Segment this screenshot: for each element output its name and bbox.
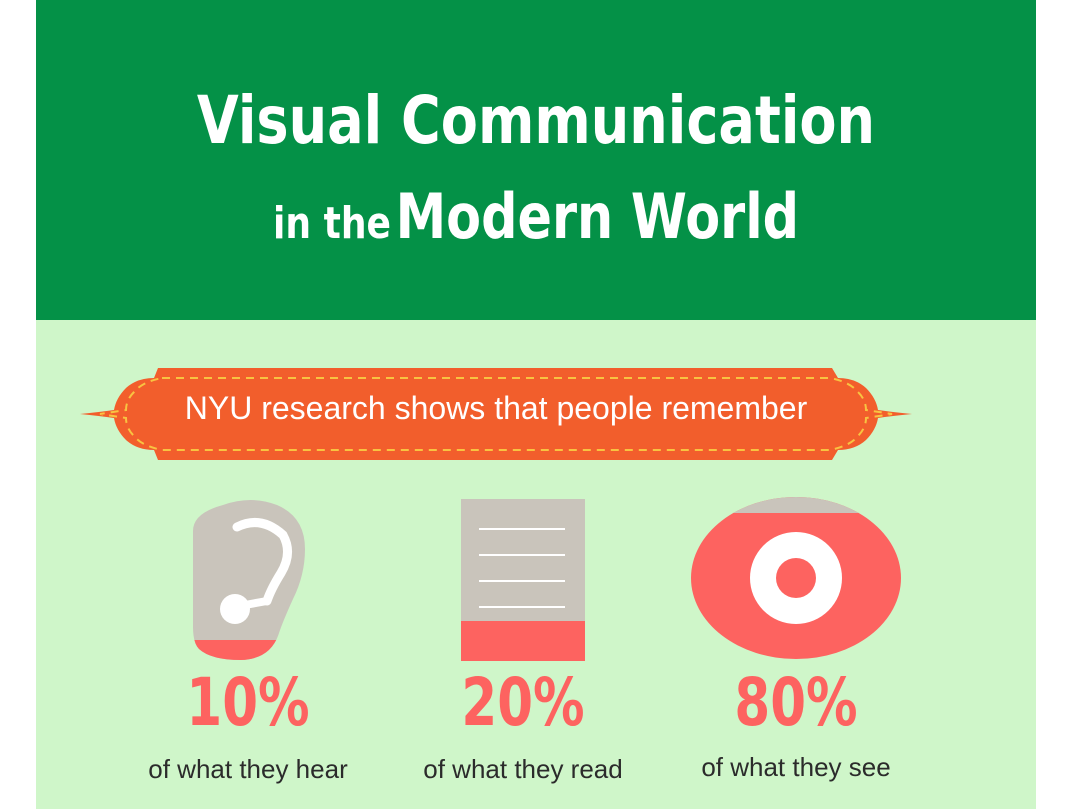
eye-pupil	[776, 558, 816, 598]
title-emphasis: Modern World	[395, 180, 800, 253]
eye-fill-gray	[690, 497, 902, 513]
title-line-1: Visual Communication	[196, 82, 876, 159]
eye-icon	[690, 497, 902, 659]
ear-lobe-dot	[220, 594, 250, 624]
stat-percent-hear: 10%	[186, 664, 310, 741]
stat-caption-hear: of what they hear	[148, 754, 348, 784]
stat-percent-read: 20%	[461, 664, 585, 741]
ear-icon	[193, 497, 309, 662]
document-fill-red	[461, 621, 585, 661]
stat-caption-see: of what they see	[701, 752, 891, 782]
stat-caption-read: of what they read	[423, 754, 623, 784]
stat-percent-see: 80%	[734, 664, 858, 741]
banner-text: NYU research shows that people remember	[184, 390, 808, 426]
ear-fill-red	[193, 640, 309, 662]
document-icon	[461, 499, 585, 661]
header	[36, 0, 1036, 320]
title-line-2	[126, 180, 946, 253]
title-prefix: in the	[272, 198, 392, 249]
